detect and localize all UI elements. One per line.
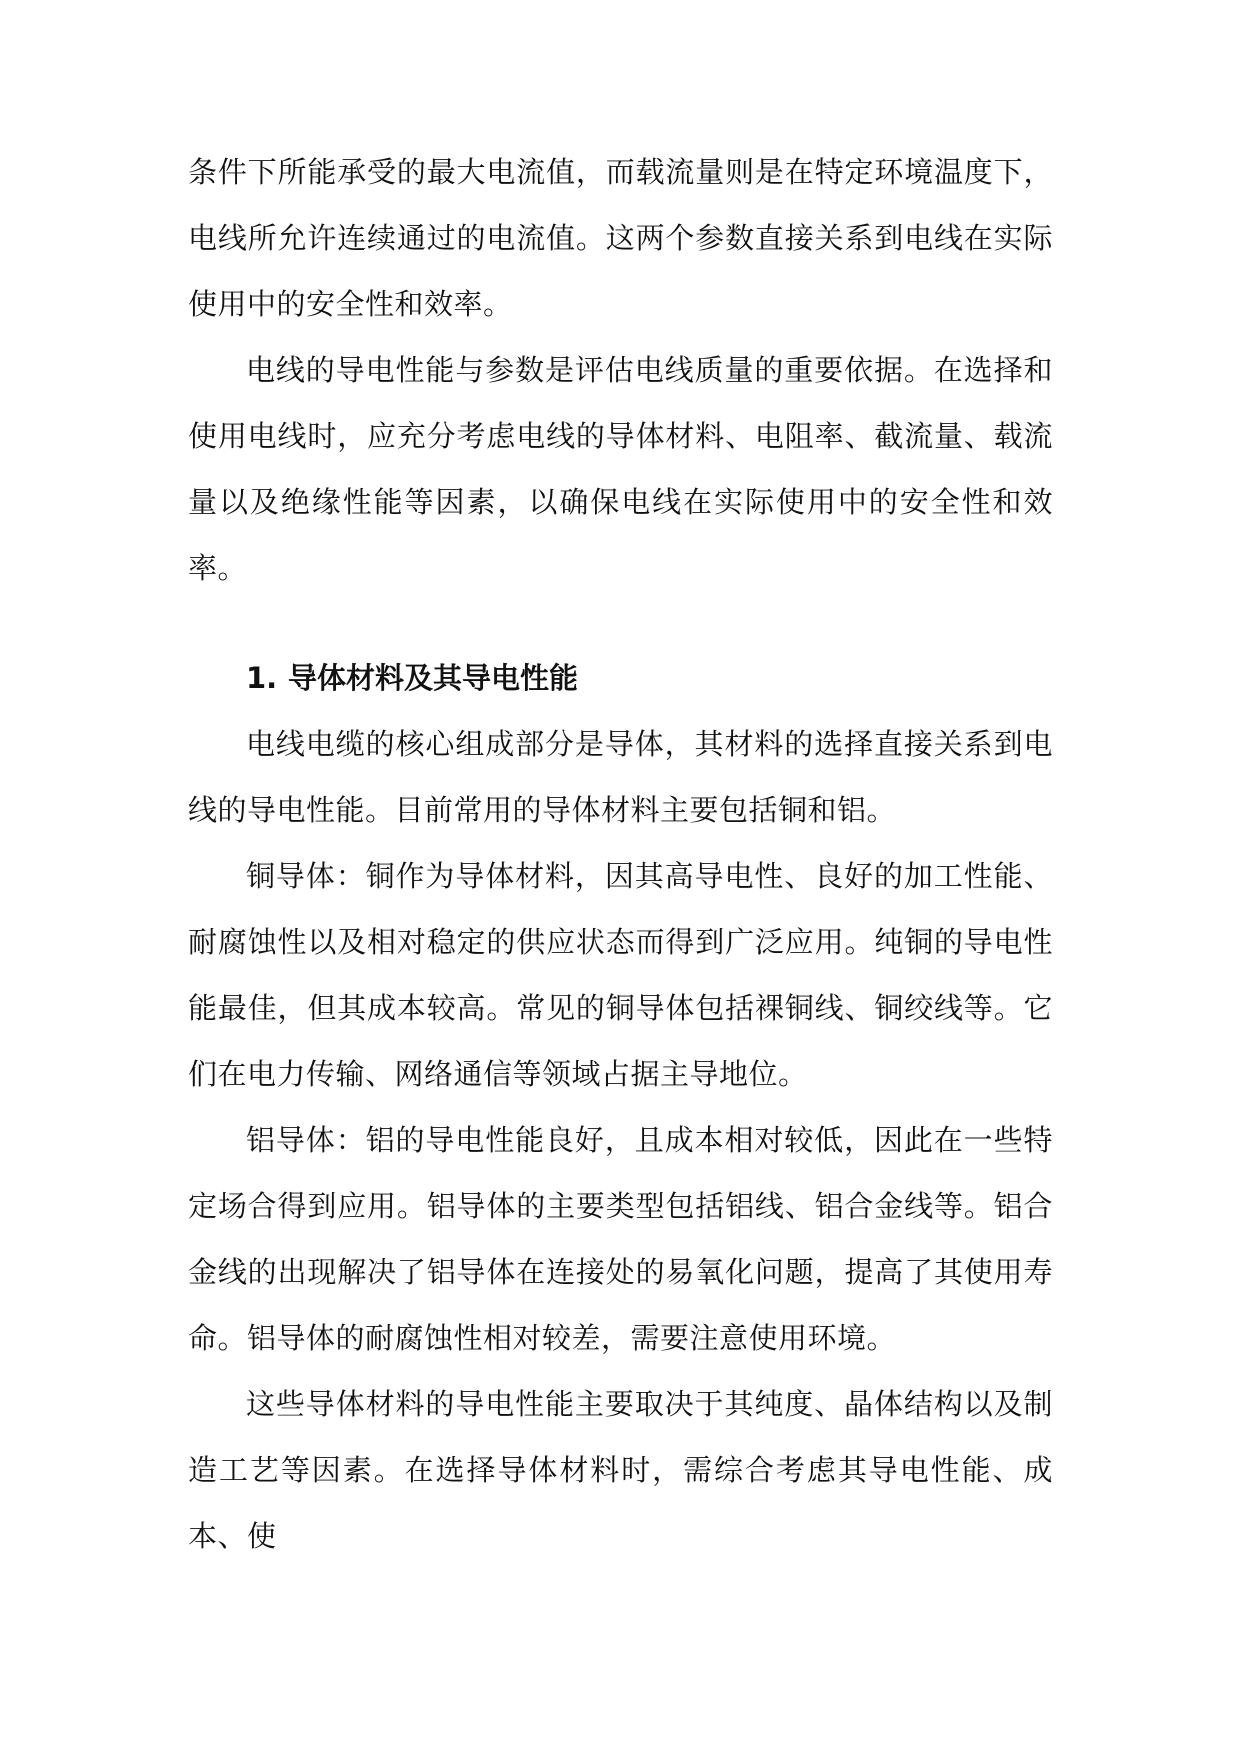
paragraph-copper-conductor: 铜导体：铜作为导体材料，因其高导电性、良好的加工性能、耐腐蚀性以及相对稳定的供应状态而得到广泛应用。纯铜的导电性能最佳，但其成本较高。常见的铜导体包括裸铜线、铜绞线等。它们在电力传输、网络通信等领域占据主导地位。 — [188, 859, 1053, 1091]
section-number: 1. — [246, 661, 278, 695]
paragraph-continuation: 条件下所能承受的最大电流值，而载流量则是在特定环境温度下，电线所允许连续通过的电流值。这两个参数直接关系到电线在实际使用中的安全性和效率。 — [188, 155, 1053, 321]
page-content — [188, 139, 1053, 1569]
paragraph-summary: 电线的导电性能与参数是评估电线质量的重要依据。在选择和使用电线时，应充分考虑电线的导体材料、电阻率、截流量、载流量以及绝缘性能等因素，以确保电线在实际使用中的安全性和效率。 — [188, 353, 1053, 585]
paragraph-conductor-intro: 电线电缆的核心组成部分是导体，其材料的选择直接关系到电线的导电性能。目前常用的导体材料主要包括铜和铝。 — [188, 727, 1053, 827]
paragraph-aluminum-conductor: 铝导体：铝的导电性能良好，且成本相对较低，因此在一些特定场合得到应用。铝导体的主要类型包括铝线、铝合金线等。铝合金线的出现解决了铝导体在连接处的易氧化问题，提高了其使用寿命。铝导体的耐腐蚀性相对较差，需要注意使用环境。 — [188, 1123, 1053, 1355]
section-heading — [188, 645, 1053, 711]
section-title: 导体材料及其导电性能 — [288, 661, 579, 695]
paragraph-material-factors: 这些导体材料的导电性能主要取决于其纯度、晶体结构以及制造工艺等因素。在选择导体材料时，需综合考虑其导电性能、成本、使 — [188, 1387, 1053, 1553]
